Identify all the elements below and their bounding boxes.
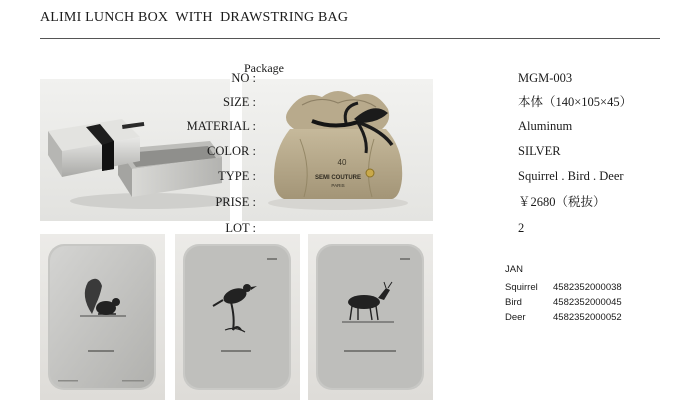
spec-value: MGM-003 <box>518 71 573 85</box>
squirrel-lid-photo <box>40 234 165 400</box>
package-label: Package <box>244 61 284 75</box>
spec-value: ￥2680（税抜） <box>518 195 606 209</box>
bag-city: PARIS <box>331 183 345 188</box>
jan-list <box>505 264 665 325</box>
bird-lid-photo <box>175 234 300 400</box>
deer-lid-photo <box>308 234 433 400</box>
title-divider <box>40 38 660 39</box>
spec-value: Squirrel . Bird . Deer <box>518 169 624 183</box>
jan-name: Bird <box>505 297 522 308</box>
jan-name: Squirrel <box>505 282 538 293</box>
jan-name: Deer <box>505 312 526 323</box>
spec-value: 2 <box>518 221 525 235</box>
jan-heading: JAN <box>505 264 523 275</box>
spec-label: NO : <box>231 71 256 85</box>
spec-label: SIZE : <box>223 95 256 109</box>
spec-label: COLOR : <box>207 144 256 158</box>
bag-brand: SEMI COUTURE <box>314 175 362 181</box>
spec-label: PRISE : <box>215 195 256 209</box>
spec-value: 本体（140×105×45） <box>518 95 633 109</box>
page-title: ALIMI LUNCH BOX WITH DRAWSTRING BAG <box>40 10 349 25</box>
spec-label: TYPE : <box>218 169 256 183</box>
drawstring-bag-photo <box>242 79 433 221</box>
jan-row <box>505 310 665 325</box>
jan-code: 4582352000045 <box>553 297 622 308</box>
jan-code: 4582352000038 <box>553 282 622 293</box>
jan-code: 4582352000052 <box>553 312 622 323</box>
bag-number: 40 <box>337 158 347 167</box>
spec-label: LOT : <box>225 221 256 235</box>
spec-value: Aluminum <box>518 119 573 133</box>
spec-value: SILVER <box>518 144 561 158</box>
jan-row <box>505 295 665 310</box>
jan-row <box>505 280 665 295</box>
spec-label: MATERIAL : <box>186 119 256 133</box>
